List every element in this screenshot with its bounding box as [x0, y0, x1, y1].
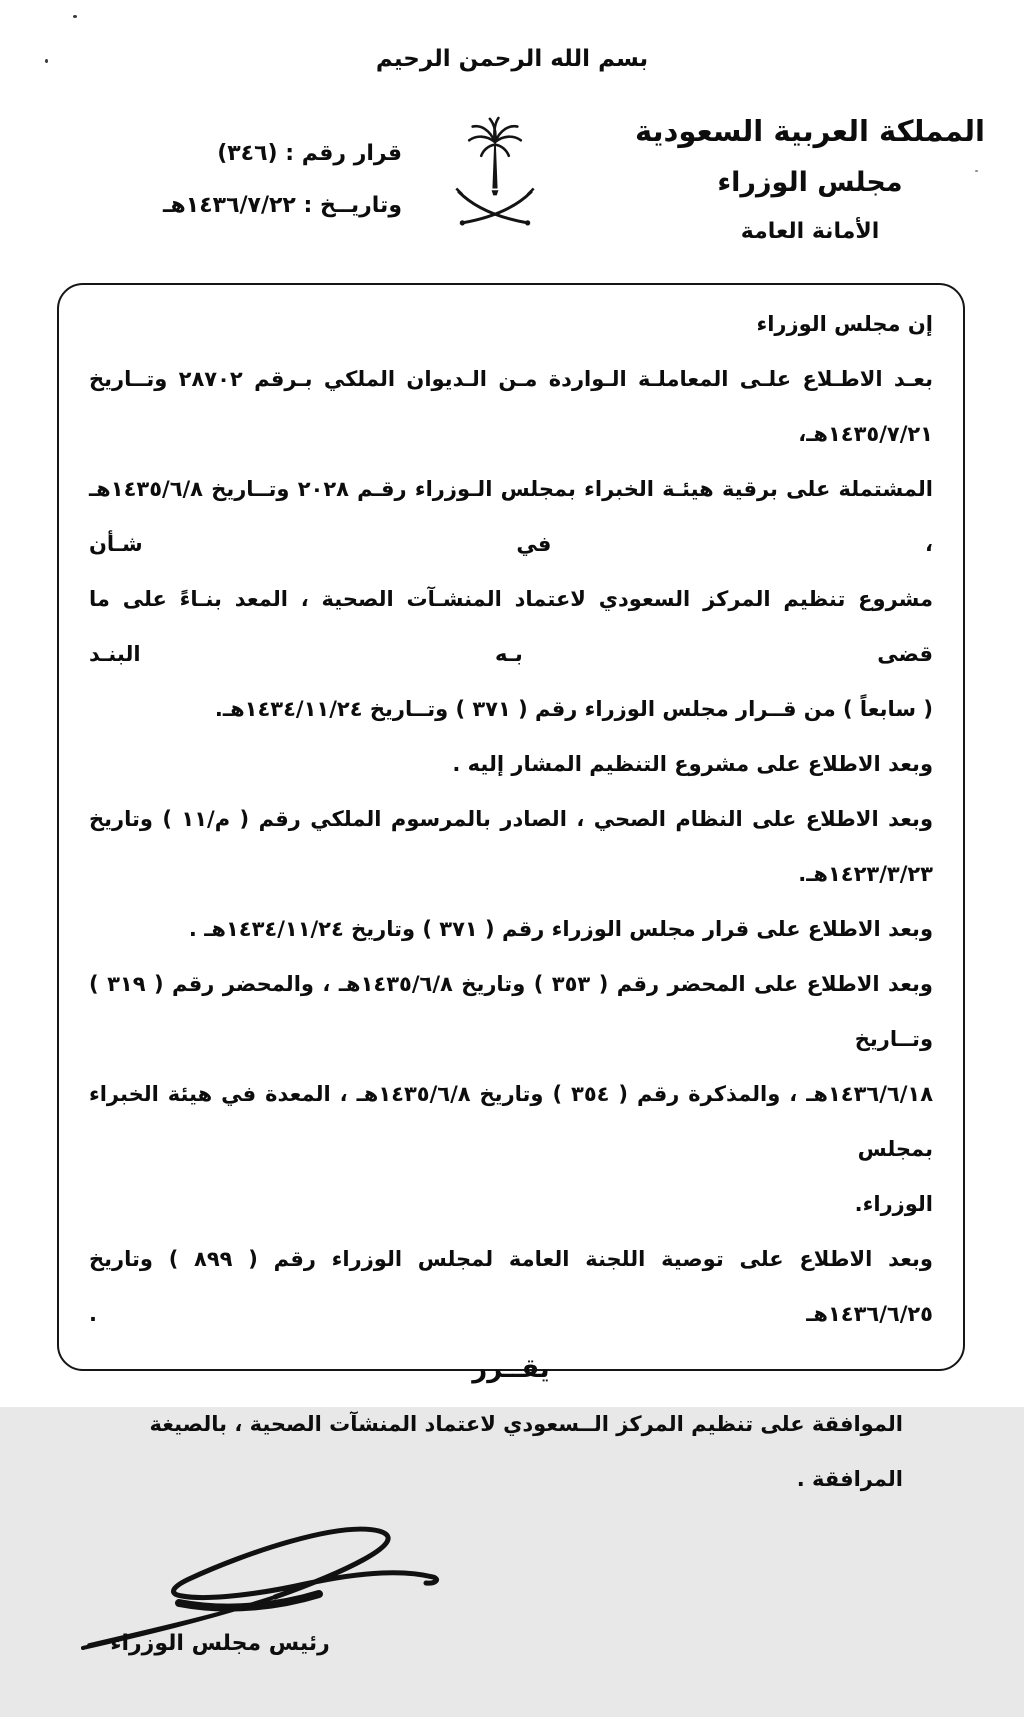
signature-block	[89, 1507, 933, 1717]
preamble-line: بعـد الاطـلاع علـى المعاملـة الـواردة مـن الـديوان الملكي بـرقم ٢٨٧٠٢ وتــاريخ ١٤٣٥/٧/٢١هـ،	[89, 367, 933, 446]
preamble-line: وبعد الاطلاع على المحضر رقم ( ٣٥٣ ) وتاريخ ١٤٣٥/٦/٨هـ ، والمحضر رقم ( ٣١٩ ) وتــاريخ	[89, 972, 933, 1051]
preamble-line: وبعد الاطلاع على قرار مجلس الوزراء رقم ( ٣٧١ ) وتاريخ ١٤٣٤/١١/٢٤هـ .	[188, 917, 933, 941]
council-title: مجلس الوزراء	[717, 167, 903, 198]
decision-heading: يقــرر	[472, 1354, 550, 1384]
kingdom-title: المملكة العربية السعودية	[635, 114, 985, 148]
decree-number: قرار رقم : (٣٤٦)	[217, 141, 402, 166]
preamble-opening: إن مجلس الوزراء	[756, 312, 933, 336]
preamble-line: ١٤٣٦/٦/١٨هـ ، والمذكرة رقم ( ٣٥٤ ) وتاريخ ١٤٣٥/٦/٨هـ ، المعدة في هيئة الخبراء بمجلس	[89, 1082, 934, 1161]
decree-body-box	[57, 283, 965, 1656]
secretariat-title: الأمانة العامة	[740, 219, 880, 244]
letterhead	[624, 104, 996, 256]
preamble-line: الوزراء.	[854, 1192, 933, 1216]
saudi-emblem-icon	[452, 116, 538, 230]
preamble-line: ( سابعاً ) من قــرار مجلس الوزراء رقم ( ٣٧١ ) وتــاريخ ١٤٣٤/١١/٢٤هـ.	[214, 697, 933, 721]
decree-meta	[140, 128, 402, 232]
preamble-line: مشروع تنظيم المركز السعودي لاعتماد المنشـآت الصحية ، المعد بنـاءً على ما قضى بـه البنـد	[89, 587, 933, 666]
decree-date: وتاريــخ : ١٤٣٦/٧/٢٢هـ	[163, 193, 402, 218]
bismillah-calligraphy: بسم الله الرحمن الرحيم	[375, 46, 649, 72]
preamble-line: وبعد الاطلاع على توصية اللجنة العامة لمجلس الوزراء رقم ( ٨٩٩ ) وتاريخ ١٤٣٦/٦/٢٥هـ .	[89, 1247, 933, 1326]
scan-speckle	[73, 15, 77, 18]
decision-text: الموافقة على تنظيم المركز الــسعودي لاعتماد المنشآت الصحية ، بالصيغة المرافقة .	[149, 1412, 903, 1491]
preamble-line: المشتملة على برقية هيئـة الخبراء بمجلس الـوزراء رقـم ٢٠٢٨ وتــاريخ ١٤٣٥/٦/٨هـ ، في شـأن	[89, 477, 933, 556]
signer-title: رئيس مجلس الوزراء	[110, 1631, 330, 1656]
preamble-line: وبعد الاطلاع على النظام الصحي ، الصادر بالمرسوم الملكي رقم ( م/١١ ) وتاريخ ١٤٢٣/٣/٢٣هـ.	[89, 807, 933, 886]
preamble-line: وبعد الاطلاع على مشروع التنظيم المشار إليه .	[452, 752, 933, 776]
